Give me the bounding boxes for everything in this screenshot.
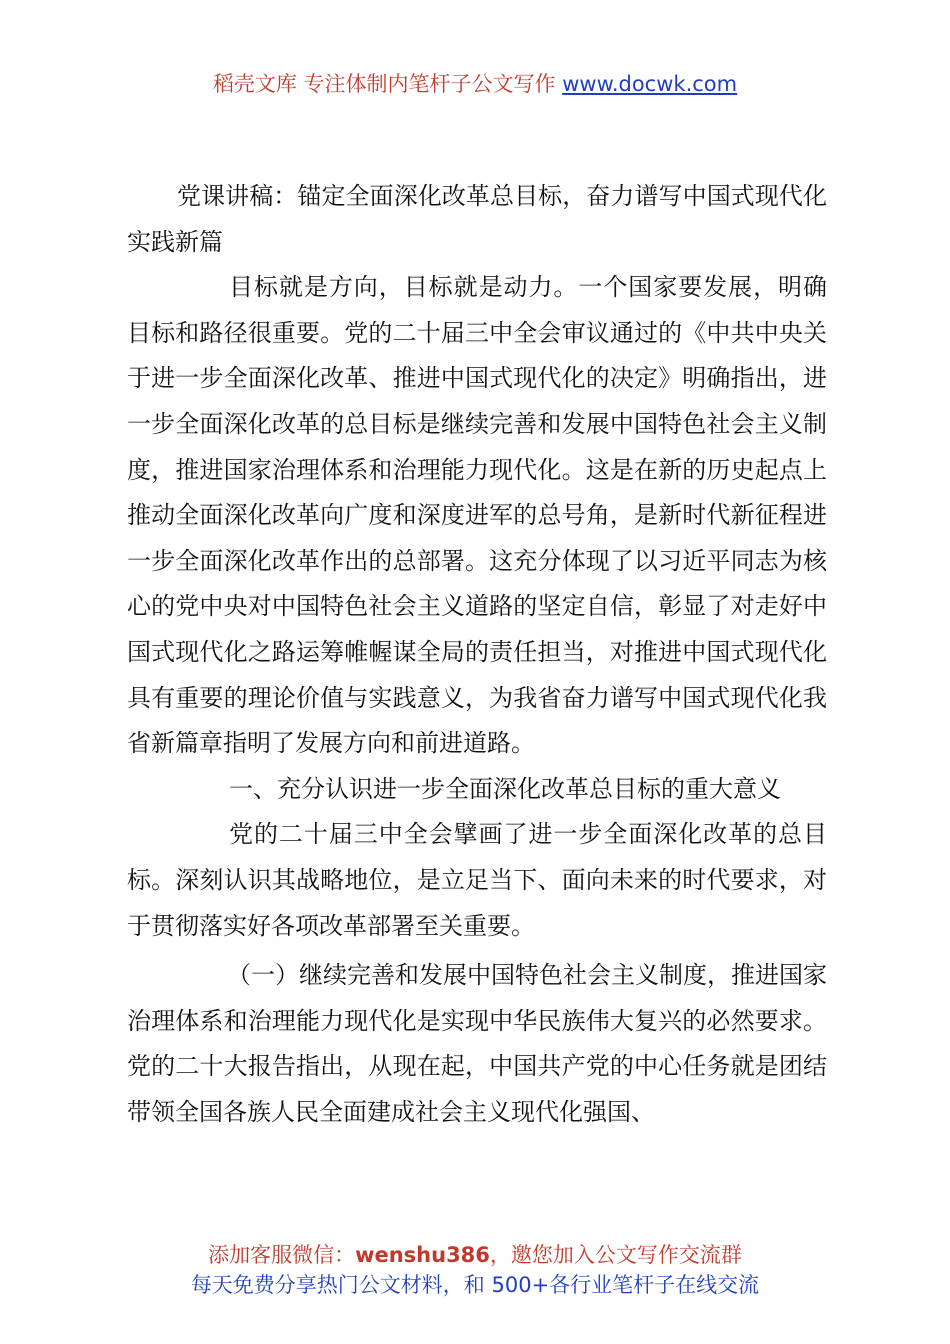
site-header — [0, 70, 950, 98]
document-body — [127, 174, 827, 1135]
footer-contact-prefix: 添加客服微信： — [208, 1243, 356, 1267]
wechat-id: wenshu386 — [355, 1243, 490, 1267]
site-slogan: 稻壳文库 专注体制内笔杆子公文写作 — [212, 72, 563, 96]
footer-contact-line — [0, 1240, 950, 1270]
paragraph-subsection-1: （一）继续完善和发展中国特色社会主义制度，推进国家治理体系和治理能力现代化是实现中华民族伟大复兴的必然要求。党的二十大报告指出，从现在起，中国共产党的中心任务就是团结带领全国各族人民全面建成社会主义现代化强国、 — [127, 961, 827, 1126]
footer-share-line: 每天免费分享热门公文材料，和 500+各行业笔杆子在线交流 — [190, 1273, 760, 1297]
paragraph-section-intro: 党的二十届三中全会擘画了进一步全面深化改革的总目标。深刻认识其战略地位，是立足当下、面向未来的时代要求，对于贯彻落实好各项改革部署至关重要。 — [127, 820, 827, 940]
section-heading: 一、充分认识进一步全面深化改革总目标的重大意义 — [229, 774, 781, 803]
promo-footer — [0, 1240, 950, 1300]
paragraph-intro: 目标就是方向，目标就是动力。一个国家要发展，明确目标和路径很重要。党的二十届三中全会审议通过的《中共中央关于进一步全面深化改革、推进中国式现代化的决定》明确指出，进一步全面深化改革的总目标是继续完善和发展中国特色社会主义制度，推进国家治理体系和治理能力现代化。这是在新的历史起点上推动全面深化改革向广度和深度进军的总号角，是新时代新征程进一步全面深化改革作出的总部署。这充分体现了以习近平同志为核心的党中央对中国特色社会主义道路的坚定自信，彰显了对走好中国式现代化之路运筹帷幄谋全局的责任担当，对推进中国式现代化具有重要的理论价值与实践意义，为我省奋力谱写中国式现代化我省新篇章指明了发展方向和前进道路。 — [127, 273, 827, 758]
footer-contact-suffix: ，邀您加入公文写作交流群 — [489, 1243, 742, 1267]
document-title: 党课讲稿：锚定全面深化改革总目标，奋力谱写中国式现代化实践新篇 — [127, 182, 827, 256]
site-link[interactable]: www.docwk.com — [562, 72, 738, 96]
